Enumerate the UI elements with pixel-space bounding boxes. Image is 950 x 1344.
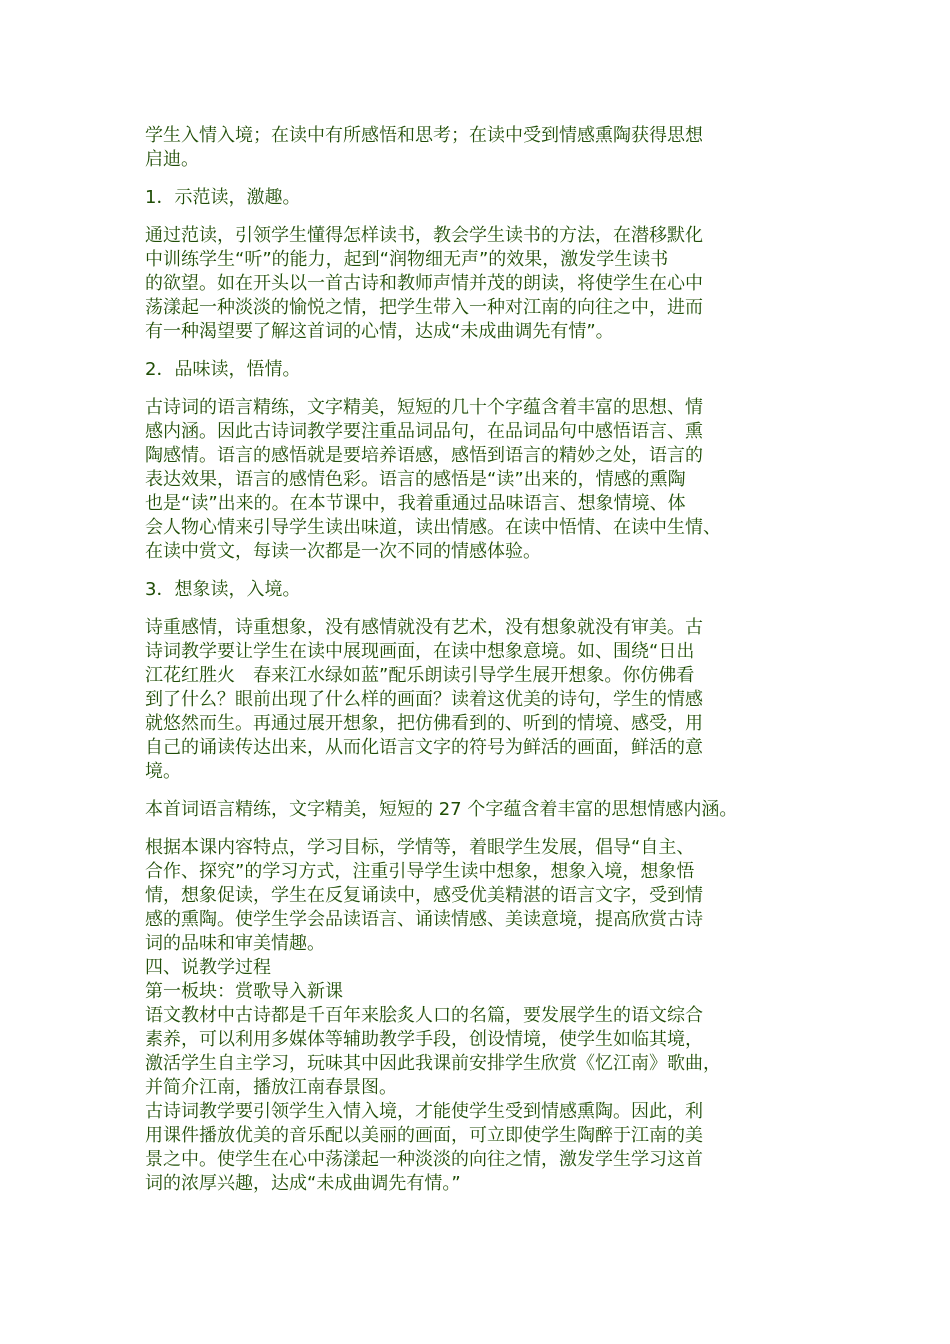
heading-savor-reading: 2．品味读，悟情。 bbox=[145, 359, 301, 380]
paragraph-intro: 学生入情入境；在读中有所感悟和思考；在读中受到情感熏陶获得思想 启迪。 bbox=[145, 125, 703, 170]
paragraph-imagine-reading: 诗重感情，诗重想象，没有感情就没有艺术，没有想象就没有审美。古 诗词教学要让学生在读中展现画面，在读中想象意境。如、围绕“日出 江花红胜火 春来江水绿如蓝”配乐朗读引导学生展开想象。你仿佛看 到了什么？眼前出现了什么样的画面？读着这优美的诗句，学生的情感 就悠然而生。再通过展开想象，把仿佛看到的、听到的情境、感受，用 自己的诵读传达出来，从而化语言文字的符号为鲜活的画面，鲜活的意 境。 bbox=[145, 617, 703, 782]
paragraph-teaching-approach: 根据本课内容特点，学习目标，学情等，着眼学生发展，倡导“自主、 合作、探究”的学习方式，注重引导学生读中想象，想象入境，想象悟 情，想象促读，学生在反复诵读中，感受优美精湛的语言文字，受到情 感的熏陶。使学生学会品读语言、诵读情感、美读意境，提高欣赏古诗 词的品味和审美情趣。 bbox=[145, 837, 703, 954]
document-page bbox=[145, 124, 835, 1196]
heading-demonstration-reading: 1．示范读，激趣。 bbox=[145, 187, 301, 208]
heading-imagine-reading: 3．想象读，入境。 bbox=[145, 579, 301, 600]
paragraph-savor-reading: 古诗词的语言精练，文字精美，短短的几十个字蕴含着丰富的思想、情 感内涵。因此古诗词教学要注重品词品句，在品词品句中感悟语言、熏 陶感情。语言的感悟就是要培养语感，感悟到语言的精妙之处，语言的 表达效果，语言的感情色彩。语言的感悟是“读”出来的，情感的熏陶 也是“读”出来的。在本节课中，我着重通过品味语言、想象情境、体 会人物心情来引导学生读出味道，读出情感。在读中悟情、在读中生情、 在读中赏文，每读一次都是一次不同的情感体验。 bbox=[145, 397, 721, 562]
paragraph-introduction-activity: 语文教材中古诗都是千百年来脍炙人口的名篇，要发展学生的语文综合 素养，可以利用多媒体等辅助教学手段，创设情境，使学生如临其境， 激活学生自主学习，玩味其中因此我课前安排学生欣赏《忆江南》歌曲， 并简介江南，播放江南春景图。 bbox=[145, 1005, 721, 1098]
section-teaching-process: 四、说教学过程 bbox=[145, 957, 271, 978]
paragraph-poem-summary: 本首词语言精练，文字精美，短短的 27 个字蕴含着丰富的思想情感内涵。 bbox=[145, 799, 738, 820]
paragraph-courseware-effect: 古诗词教学要引领学生入情入境，才能使学生受到情感熏陶。因此，利 用课件播放优美的音乐配以美丽的画面，可立即使学生陶醉于江南的美 景之中。使学生在心中荡漾起一种淡淡的向往之情，激发学生学习这首 词的浓厚兴趣，达成“未成曲调先有情。” bbox=[145, 1101, 703, 1194]
paragraph-demonstration-reading: 通过范读，引领学生懂得怎样读书，教会学生读书的方法，在潜移默化 中训练学生“听”的能力，起到“润物细无声”的效果，激发学生读书 的欲望。如在开头以一首古诗和教师声情并茂的朗读，将使学生在心中 荡漾起一种淡淡的愉悦之情，把学生带入一种对江南的向往之中，进而 有一种渴望要了解这首词的心情，达成“未成曲调先有情”。 bbox=[145, 225, 703, 342]
section-first-block: 第一板块：赏歌导入新课 bbox=[145, 981, 343, 1002]
